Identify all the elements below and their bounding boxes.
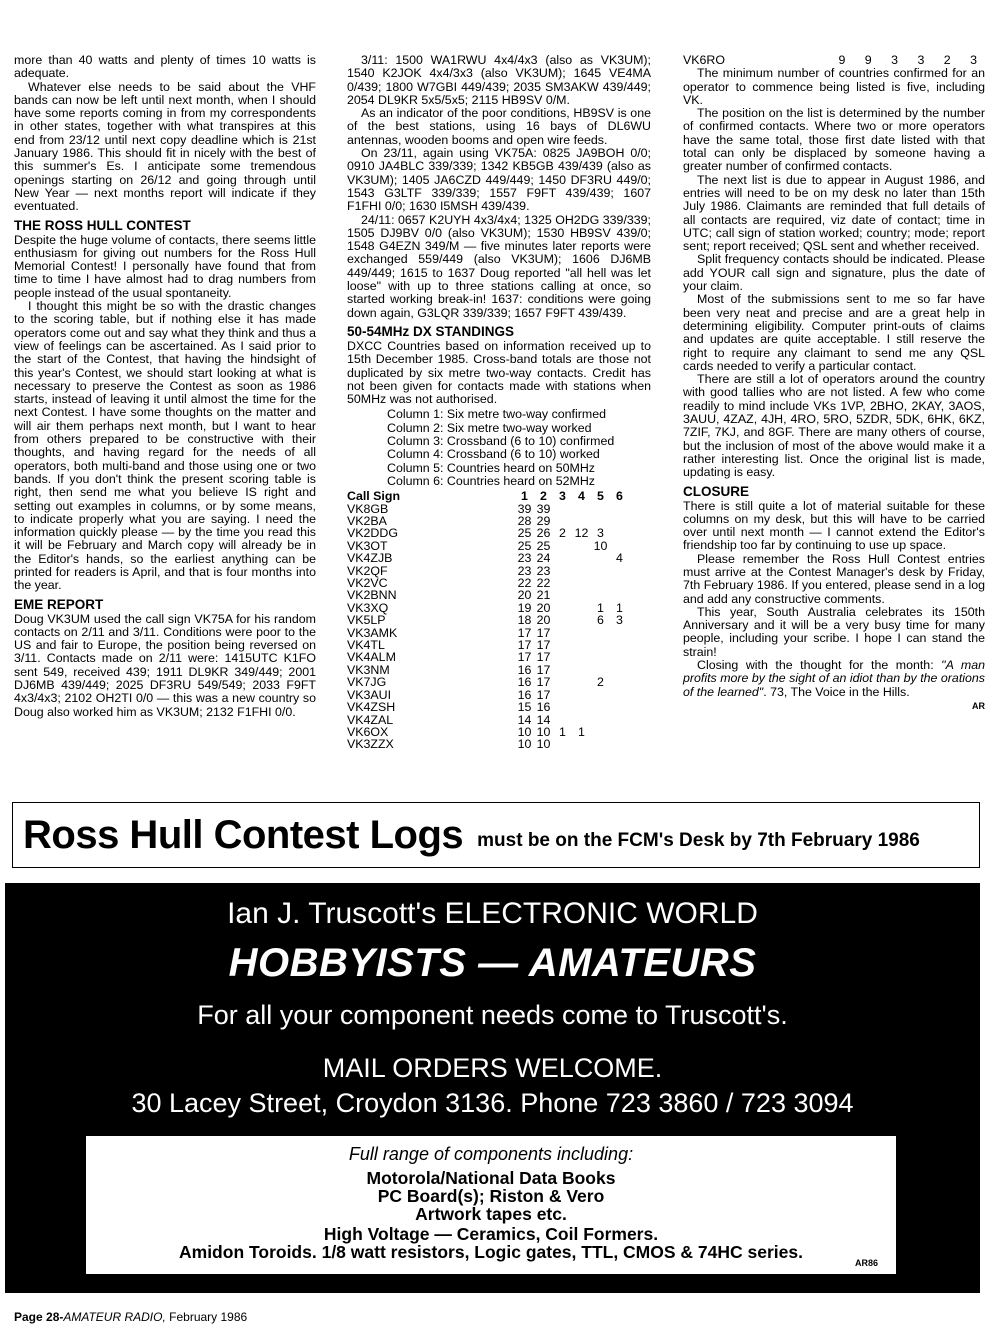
table-cell-value xyxy=(572,701,591,713)
table-cell-value xyxy=(572,503,591,515)
table-cell-value xyxy=(610,714,629,726)
paragraph: On 23/11, again using VK75A: 0825 JA9BOH 0/0; 0910 JA4BLC 339/339; 1342 KB5GB 439/439 (also as VK3UM); 1405 JA6CZD 449/449; 1450 DF3RU 449/0; 1543 G3LTF 339/339; 1557 F9FT 439/439; 1607 F1FHI 0/0; 1630 I5MSH 439/439. xyxy=(347,146,651,214)
table-cell-value xyxy=(572,664,591,676)
table-header: 2 xyxy=(540,489,547,504)
table-cell-value: 18 xyxy=(517,613,532,628)
article-column-3 xyxy=(683,54,985,713)
table-cell-value xyxy=(572,738,591,750)
table-cell-call-sign: VK2BNN xyxy=(347,588,397,603)
table-cell-call-sign: VK6OX xyxy=(347,724,389,739)
table-cell-value: 17 xyxy=(536,687,551,702)
table-cell-value xyxy=(553,540,572,552)
table-cell-call-sign: VK3ZZX xyxy=(347,737,394,752)
table-cell-value: 17 xyxy=(536,638,551,653)
table-cell-value: 17 xyxy=(517,650,532,665)
table-cell-call-sign: VK4TL xyxy=(347,638,385,653)
table-cell-value xyxy=(572,540,591,552)
article-column-2 xyxy=(347,54,651,751)
table-header: 1 xyxy=(521,489,528,504)
table-cell-value: 16 xyxy=(517,662,532,677)
table-cell-value: 25 xyxy=(517,538,532,553)
table-cell-value: 6 xyxy=(597,613,604,628)
table-cell-value: 1 xyxy=(559,724,566,739)
table-cell-value xyxy=(610,726,629,738)
table-cell-value: 16 xyxy=(536,700,551,715)
table-cell-call-sign: VK3AUI xyxy=(347,687,392,702)
section-heading-eme-report: EME REPORT xyxy=(14,596,104,612)
table-cell-value xyxy=(572,602,591,614)
table-row xyxy=(347,552,629,564)
table-cell-value: 10 xyxy=(593,538,608,553)
table-cell-value xyxy=(591,577,610,589)
table-cell-value: 29 xyxy=(536,514,551,529)
ad-title: Ian J. Truscott's ELECTRONIC WORLD xyxy=(227,897,758,930)
ad-code: AR86 xyxy=(854,1258,878,1268)
table-cell-value: 20 xyxy=(536,613,551,628)
table-cell-value xyxy=(553,552,572,564)
column-definition: Column 3: Crossband (6 to 10) confirmed xyxy=(387,434,615,449)
closing-lead: Closing with the thought for the month: xyxy=(697,658,942,673)
table-cell-value xyxy=(572,651,591,663)
column-definition: Column 2: Six metre two-way worked xyxy=(387,420,592,435)
table-cell-value xyxy=(610,565,629,577)
ad-box-item: PC Board(s); Riston & Vero xyxy=(377,1186,605,1206)
table-cell-call-sign: VK3NM xyxy=(347,662,390,677)
table-cell-value: 12 xyxy=(574,526,589,541)
paragraph: Please remember the Ross Hull Contest entries must arrive at the Contest Manager's desk by Friday, 7th February 1986. If you entered, please send in a log and add any constructive comments. xyxy=(683,551,985,606)
table-cell-value xyxy=(553,503,572,515)
table-cell-value xyxy=(610,651,629,663)
table-cell-value: 20 xyxy=(536,600,551,615)
table-cell-value: 10 xyxy=(517,724,532,739)
table-cell-value xyxy=(610,515,629,527)
table-row xyxy=(347,676,629,688)
table-cell-value: 1 xyxy=(578,724,585,739)
banner-title: Ross Hull Contest Logs xyxy=(23,812,464,857)
table-cell-value xyxy=(591,651,610,663)
table-row xyxy=(347,589,629,601)
table-cell-call-sign: VK2VC xyxy=(347,576,388,591)
paragraph: The position on the list is determined by the number of confirmed contacts. Where two or more operators have the same total, those first date listed with that total can only be displaced by someone having a greater number of confirmed contacts. xyxy=(683,106,985,174)
table-cell-value xyxy=(553,602,572,614)
table-cell-value xyxy=(591,701,610,713)
paragraph: There is still quite a lot of material suitable for these columns on my desk, but this will have to be carried over until next month — I cannot extend the Editor's friendship too far by continuing to use up space. xyxy=(683,498,985,553)
table-cell-value xyxy=(553,651,572,663)
closing-quote: "A man profits more by the sight of an idiot than by the orations of the learned" xyxy=(683,658,986,699)
ad-address-phone: 30 Lacey Street, Croydon 3136. Phone 723 3860 / 723 3094 xyxy=(131,1088,854,1118)
table-cell-value: 21 xyxy=(536,588,551,603)
table-cell-value xyxy=(610,627,629,639)
table-cell-value xyxy=(591,627,610,639)
section-heading-ross-hull: THE ROSS HULL CONTEST xyxy=(14,217,191,233)
table-cell-value xyxy=(591,589,610,601)
table-cell-value xyxy=(572,552,591,564)
table-cell-value: 2 xyxy=(559,526,566,541)
table-cell-call-sign: VK3OT xyxy=(347,538,388,553)
table-row xyxy=(347,602,629,614)
table-cell-value: 22 xyxy=(517,576,532,591)
column-definition: Column 6: Countries heard on 52MHz xyxy=(387,473,595,488)
table-cell-value xyxy=(591,503,610,515)
table-cell-value: 3 xyxy=(597,526,604,541)
table-row xyxy=(347,614,629,626)
table-cell-value: 1 xyxy=(616,600,623,615)
table-cell-value xyxy=(591,552,610,564)
table-cell-value: 39 xyxy=(517,501,532,516)
standings-values: 9 9 3 3 2 3 xyxy=(838,53,985,67)
table-cell-value xyxy=(610,639,629,651)
table-cell-value xyxy=(610,738,629,750)
table-row xyxy=(347,664,629,676)
column-definitions xyxy=(387,408,651,488)
table-cell-value: 39 xyxy=(536,501,551,516)
table-cell-value xyxy=(553,738,572,750)
table-body xyxy=(347,503,629,751)
table-cell-value: 17 xyxy=(517,638,532,653)
paragraph: The minimum number of countries confirmed for an operator to commence being listed is five, including VK. xyxy=(683,66,985,107)
ad-headline: HOBBYISTS — AMATEURS xyxy=(228,941,757,985)
table-header-row xyxy=(347,490,629,502)
table-cell-value: 19 xyxy=(517,600,532,615)
table-cell-call-sign: VK2DDG xyxy=(347,526,398,541)
table-cell-value xyxy=(610,676,629,688)
table-cell-value xyxy=(572,676,591,688)
table-row xyxy=(347,503,629,515)
table-cell-value xyxy=(591,714,610,726)
table-cell-call-sign: VK4ZSH xyxy=(347,700,396,715)
paragraph: I thought this might be so with the drastic changes to the scoring table, but if nothing else it has made operators come out and say what they think and thus a view of feelings can be ascertained. As I said prior to the start of the Contest, that having the hindsight of this year's Contest, we should start looking at what is necessary to preserve the Contest as soon as 1986 starts, instead of leaving it until almost the time for the next Contest. I have some thoughts on the matter and will air them perhaps next month, but I want to hear from others prepared to be constructive with their thoughts, and having regard for the needs of all operators, both multi-band and those using one or two bands. If you don't think the present scoring table is right, then send me what you believe IS right and setting out examples in columns, or by some means, to indicate properly what you are saying. I need the information quickly please — by the time you read this it will be February and March copy will already be in the Editor's hands, so the earliest anything can be printed for readers is April, and that is four months into the year. xyxy=(14,299,316,593)
table-cell-call-sign: VK2BA xyxy=(347,514,387,529)
table-header: 3 xyxy=(559,489,566,504)
magazine-name: AMATEUR RADIO, xyxy=(63,1310,166,1324)
table-cell-value xyxy=(610,527,629,539)
paragraph: 3/11: 1500 WA1RWU 4x4/4x3 (also as VK3UM); 1540 K2JOK 4x4/3x3 (also VK3UM); 1645 VE4MA 0/439; 1800 W7GBI 449/439; 2035 SM3AKW 439/449; 2054 DL9KR 5x5/5x5; 2115 HB9SV 0/M. xyxy=(347,53,651,107)
table-cell-call-sign: VK7JG xyxy=(347,675,387,690)
table-cell-value: 26 xyxy=(536,526,551,541)
closing-tail: . 73, The Voice in the Hills. xyxy=(763,684,910,699)
table-cell-value: 16 xyxy=(517,687,532,702)
table-cell-value xyxy=(553,701,572,713)
table-cell-value: 23 xyxy=(517,563,532,578)
column-definition: Column 4: Crossband (6 to 10) worked xyxy=(387,447,600,462)
table-cell-call-sign: VK8GB xyxy=(347,501,389,516)
paragraph: As an indicator of the poor conditions, HB9SV is one of the best stations, using 16 bays of DL6WU antennas, wooden booms and open wire feeds. xyxy=(347,106,651,147)
table-cell-value: 16 xyxy=(517,675,532,690)
ad-box-intro: Full range of components including: xyxy=(348,1144,634,1164)
table-header: 4 xyxy=(578,489,585,504)
table-cell-value xyxy=(572,577,591,589)
section-heading-dx-standings: 50-54MHz DX STANDINGS xyxy=(347,323,515,339)
table-row xyxy=(347,738,629,750)
table-cell-value xyxy=(572,627,591,639)
table-cell-value: 2 xyxy=(597,675,604,690)
paragraph: The next list is due to appear in August 1986, and entries will need to be on my desk no later than 15th July 1986. Claimants are reminded that full details of all contacts are required, viz date of contact; time in UTC; call sign of station worked; country; mode; report sent; report received; QSL sent and whether received. xyxy=(683,172,985,254)
table-cell-value: 10 xyxy=(517,737,532,752)
table-cell-value xyxy=(572,614,591,626)
table-cell-value xyxy=(591,738,610,750)
table-cell-value xyxy=(553,689,572,701)
table-cell-value xyxy=(572,639,591,651)
paragraph: Split frequency contacts should be indicated. Please add YOUR call sign and signature, plus the date of your claim. xyxy=(683,252,985,294)
column-definition: Column 5: Countries heard on 50MHz xyxy=(387,460,595,475)
table-cell-value: 23 xyxy=(536,563,551,578)
table-cell-value xyxy=(553,577,572,589)
paragraph: There are still a lot of operators around the country with good tallies who are not listed. A few who come readily to mind include VKs 1VP, 2BHO, 2KAY, 3AOS, 3AUU, 4ZAZ, 4JH, 4RO, 5RO, 5ZDR, 5DK, 6HK, 6KZ, 7ZIF, 7KJ, and 8GF. There are many others of course, but the inclusion of most of the above would make it a rather interesting list. Once the original list is made, updating is easy. xyxy=(683,372,985,480)
table-cell-value: 4 xyxy=(616,551,623,566)
ad-components-box xyxy=(85,1135,897,1275)
table-cell-call-sign: VK3AMK xyxy=(347,625,398,640)
banner-subtitle: must be on the FCM's Desk by 7th February 1986 xyxy=(477,830,920,851)
table-cell-value xyxy=(572,565,591,577)
table-cell-value: 14 xyxy=(517,712,532,727)
paragraph-closing xyxy=(683,659,985,699)
table-cell-value xyxy=(553,627,572,639)
table-cell-call-sign: VK5LP xyxy=(347,613,386,628)
table-cell-value xyxy=(553,664,572,676)
contest-logs-banner xyxy=(12,802,980,868)
table-cell-value: 25 xyxy=(536,538,551,553)
table-cell-value xyxy=(610,503,629,515)
table-row xyxy=(347,627,629,639)
table-cell-value xyxy=(553,639,572,651)
ad-box-item: Amidon Toroids. 1/8 watt resistors, Logic gates, TTL, CMOS & 74HC series. xyxy=(179,1242,803,1262)
table-cell-value: 17 xyxy=(536,650,551,665)
paragraph: Doug VK3UM used the call sign VK75A for his random contacts on 2/11 and 3/11. Conditions were poor to the US and fair to Europe, the position being reversed on 3/11. Contacts made on 2/11 were: 1415UTC K1FO sent 549, received 439; 1911 DL9KR 349/449; 2001 DJ6MB 439/449; 2025 DF3RU 549/549; 2033 F9FT 4x3/4x3; 2102 OH2TI 0/0 — this was a new country so Doug also worked him as VK3UM; 2132 F1FHI 0/0. xyxy=(14,611,316,719)
table-cell-value xyxy=(610,589,629,601)
article-column-1 xyxy=(14,54,316,719)
table-cell-value xyxy=(553,614,572,626)
table-row xyxy=(347,527,629,539)
ad-box-item: Motorola/National Data Books xyxy=(366,1168,616,1188)
table-cell-value: 23 xyxy=(517,551,532,566)
table-cell-value xyxy=(591,689,610,701)
table-header: 5 xyxy=(597,489,604,504)
table-cell-call-sign: VK2QF xyxy=(347,563,388,578)
table-cell-value xyxy=(553,676,572,688)
table-cell-value: 1 xyxy=(597,600,604,615)
table-header: Call Sign xyxy=(347,489,401,504)
table-cell-value xyxy=(572,689,591,701)
table-cell-value: 20 xyxy=(517,588,532,603)
table-cell-call-sign: VK4ZAL xyxy=(347,712,394,727)
paragraph: This year, South Australia celebrates its 150th Anniversary and it will be a very busy time for many people, including your scribe. I hope I can stand the strain! xyxy=(683,604,985,659)
table-cell-value: 15 xyxy=(517,700,532,715)
table-cell-value xyxy=(610,577,629,589)
table-cell-call-sign: VK4ZJB xyxy=(347,551,393,566)
table-cell-value xyxy=(591,726,610,738)
table-header: 6 xyxy=(616,489,623,504)
paragraph: more than 40 watts and plenty of times 10 watts is adequate. xyxy=(14,53,316,81)
ad-box-item: Artwork tapes etc. xyxy=(415,1204,567,1224)
table-cell-value: 3 xyxy=(616,613,623,628)
table-cell-call-sign: VK3XQ xyxy=(347,600,389,615)
table-cell-value xyxy=(610,689,629,701)
table-row xyxy=(347,701,629,713)
table-cell-value xyxy=(553,589,572,601)
table-cell-value: 10 xyxy=(536,737,551,752)
table-cell-value: 24 xyxy=(536,551,551,566)
table-cell-value xyxy=(591,565,610,577)
ad-tagline: For all your component needs come to Truscott's. xyxy=(197,1000,788,1030)
advertisement xyxy=(5,883,980,1293)
table-cell-value: 17 xyxy=(536,675,551,690)
table-cell-value: 17 xyxy=(517,625,532,640)
column-definition: Column 1: Six metre two-way confirmed xyxy=(387,407,606,422)
paragraph: Most of the submissions sent to me so far have been very neat and precise and are a great help in determining eligibility. Computer print-outs of claims and updates are quite acceptable. I still reserve the right to require any claimant to send me any QSL cards needed to verify a particular contact. xyxy=(683,292,985,373)
ad-box-item: High Voltage — Ceramics, Coil Formers. xyxy=(323,1224,659,1244)
ad-mail-orders: MAIL ORDERS WELCOME. xyxy=(322,1053,663,1083)
table-cell-call-sign: VK4ALM xyxy=(347,650,396,665)
paragraph: DXCC Countries based on information received up to 15th December 1985. Cross-band totals are those not duplicated by six metre two-way contacts. Credit has not been given for contacts made with stations when 50MHz was not authorised. xyxy=(347,338,651,407)
page-footer xyxy=(14,1310,247,1324)
table-cell-value xyxy=(572,589,591,601)
paragraph: Whatever else needs to be said about the VHF bands can now be left until next month, when I should have some reports coming in from my correspondents in other states, together with what transpires at this end from 23/12 until next copy deadline which is 21st January 1986. This should fit in nicely with the best of this summer's Es. I anticipate some tremendous openings starting on 26/12 and going through until New Year — next months report will indicate if they eventuated. xyxy=(14,79,316,214)
table-cell-value: 17 xyxy=(536,662,551,677)
section-heading-closure: CLOSURE xyxy=(683,483,750,499)
standings-row-continued xyxy=(683,54,985,67)
paragraph: 24/11: 0657 K2UYH 4x3/4x4; 1325 OH2DG 339/339; 1505 DJ9BV 0/0 (also VK3UM); 1530 HB9SV 439/0; 1548 G4EZN 349/M — five minutes later reports were exchanged 559/449 (also VK3UM); 1606 DJ6MB 449/449; 1615 to 1637 Doug reported "all hell was let loose" with up to three stations calling at once, so started working break-in! 1637: conditions were going down again, G3LQR 339/339; 1657 F9FT 439/439. xyxy=(347,212,651,320)
table-cell-value: 14 xyxy=(536,712,551,727)
table-cell-value xyxy=(610,701,629,713)
dx-standings-table xyxy=(347,490,629,751)
issue-date: February 1986 xyxy=(165,1310,248,1324)
table-row xyxy=(347,565,629,577)
table-row xyxy=(347,714,629,726)
table-cell-value: 22 xyxy=(536,576,551,591)
table-cell-value: 10 xyxy=(536,724,551,739)
table-cell-value xyxy=(553,565,572,577)
table-cell-value: 25 xyxy=(517,526,532,541)
table-cell-value xyxy=(591,639,610,651)
article-signature: AR xyxy=(972,700,985,711)
table-cell-value: 17 xyxy=(536,625,551,640)
paragraph: Despite the huge volume of contacts, there seems little enthusiasm for giving out numbers for the Ross Hull Memorial Contest! I personally have found that from time to time I have almost had to drag numbers from people instead of the usual spontaneity. xyxy=(14,232,316,300)
table-cell-value: 28 xyxy=(517,514,532,529)
table-cell-value xyxy=(610,664,629,676)
call-sign: VK6RO xyxy=(683,53,726,67)
page-number: Page 28- xyxy=(14,1310,64,1324)
